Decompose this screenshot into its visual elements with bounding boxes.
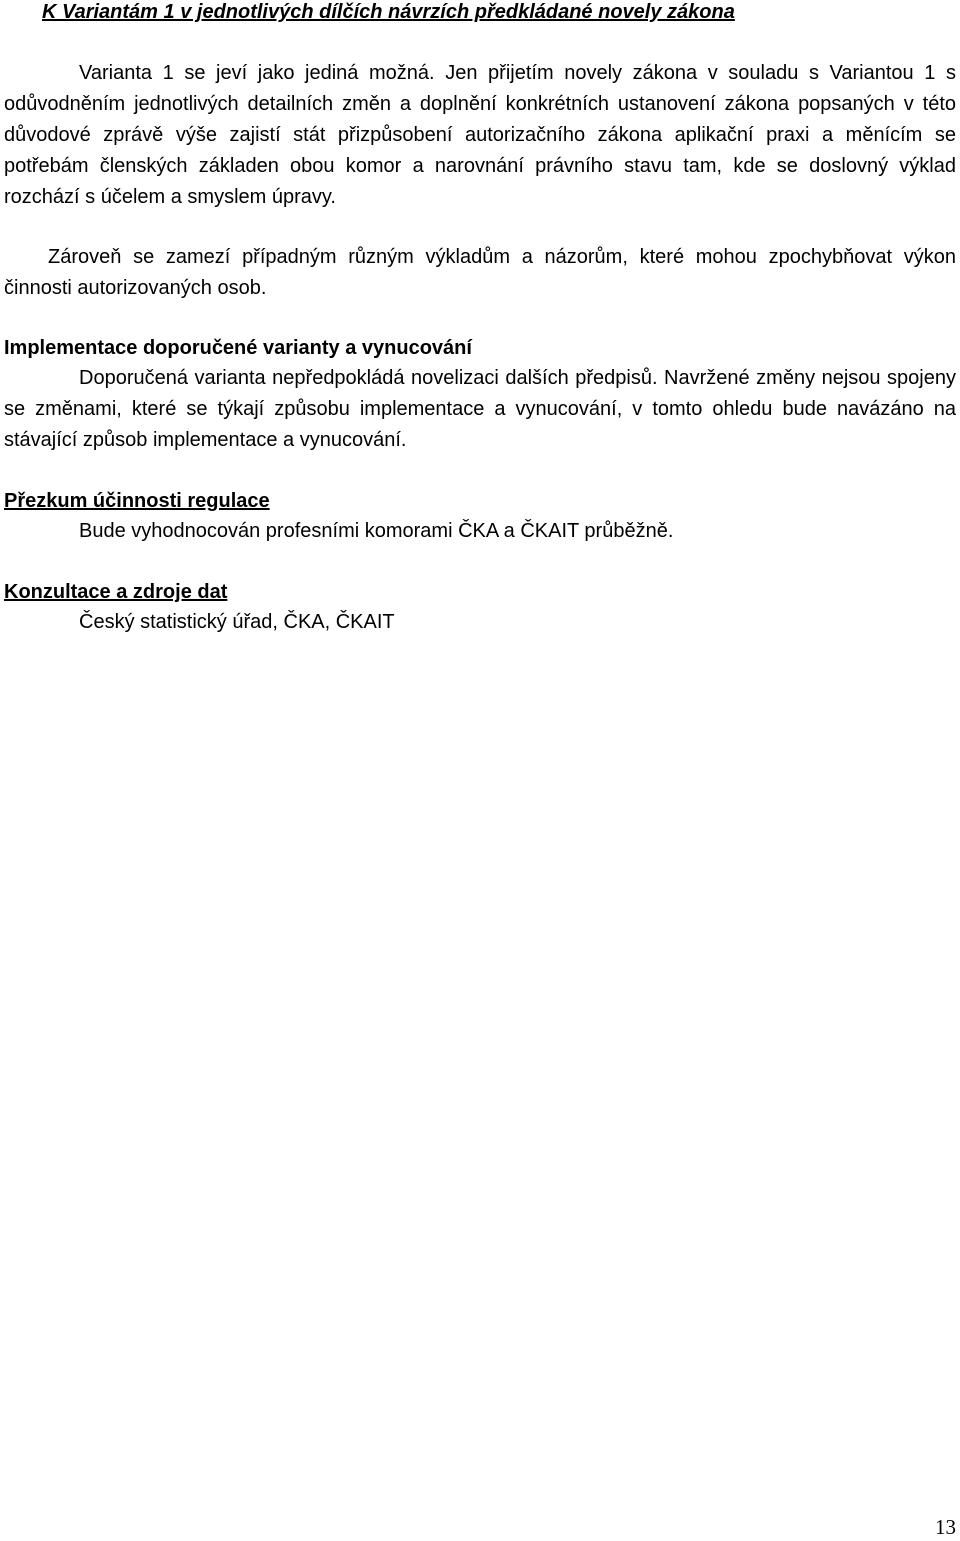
page-number: 13 xyxy=(935,1515,956,1539)
paragraph-variant-1: Varianta 1 se jeví jako jediná možná. Jen přijetím novely zákona v souladu s Variantou 1 s odůvodněním jednotlivých detailních změn a doplnění konkrétních ustanovení zákona popsaných v této důvodové zprávě výše zajistí stát přizpůsobení autorizačního zákona aplikační praxi a měnícím se potřebám členských základen obou komor a narovnání právního stavu tam, kde se doslovný výklad rozchází s účelem a smyslem úpravy. xyxy=(4,62,956,208)
review-title: Přezkum účinnosti regulace xyxy=(4,490,270,512)
implementation-text: Doporučená varianta nepředpokládá novelizaci dalších předpisů. Navržené změny nejsou spojeny se změnami, které se týkají způsobu implementace a vynucování, v tomto ohledu bude navázáno na stávající způsob implementace a vynucování. xyxy=(4,367,956,451)
review-text: Bude vyhodnocován profesními komorami ČKA a ČKAIT průběžně. xyxy=(79,520,674,542)
consultation-title: Konzultace a zdroje dat xyxy=(4,581,228,603)
implementation-title: Implementace doporučené varianty a vynucování xyxy=(4,337,472,359)
paragraph-interpretation: Zároveň se zamezí případným různým výkladům a názorům, které mohou zpochybňovat výkon činnosti autorizovaných osob. xyxy=(4,246,956,299)
section-heading: K Variantám 1 v jednotlivých dílčích návrzích předkládané novely zákona xyxy=(42,1,735,23)
consultation-text: Český statistický úřad, ČKA, ČKAIT xyxy=(79,611,395,633)
